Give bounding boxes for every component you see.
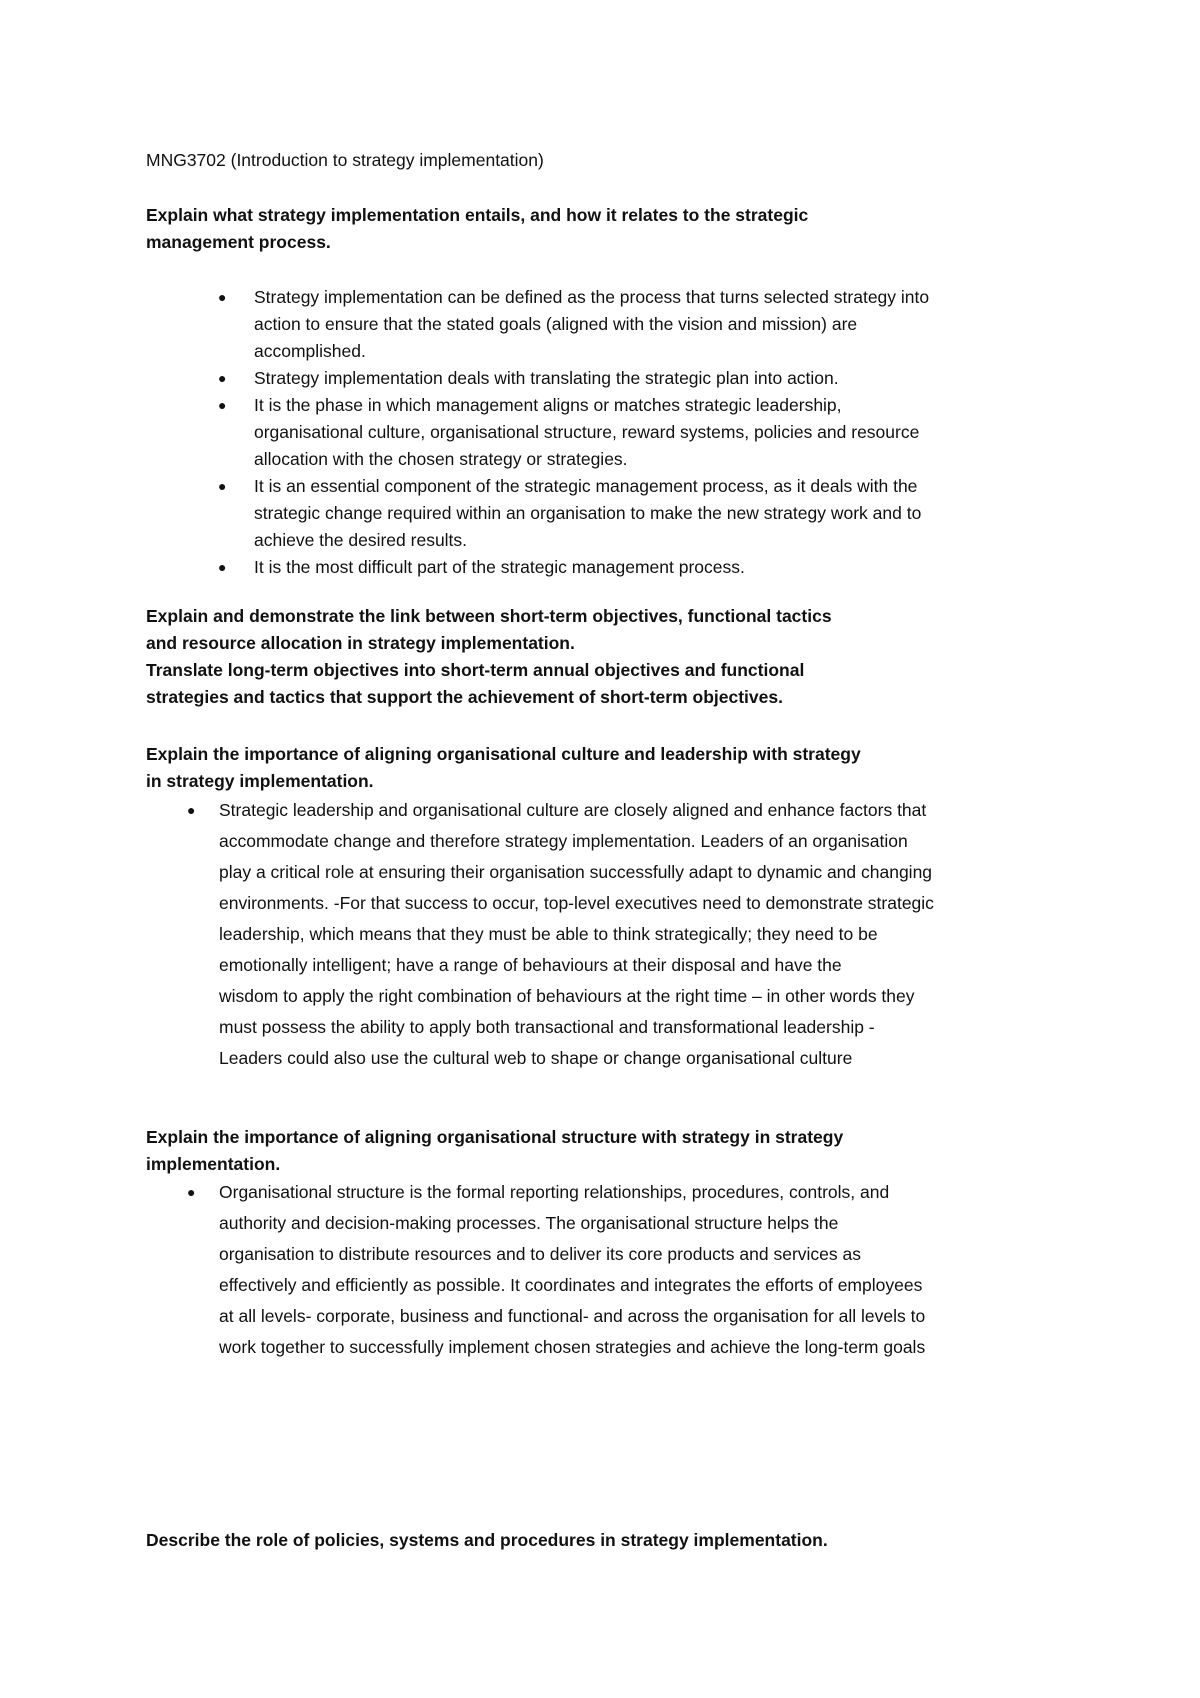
document-title: MNG3702 (Introduction to strategy implementation) xyxy=(146,150,544,170)
list-item-line: play a critical role at ensuring their organisation successfully adapt to dynamic and changing xyxy=(219,862,933,882)
list-item-line: strategic change required within an organisation to make the new strategy work and to xyxy=(254,503,922,523)
bullet-icon: ● xyxy=(187,1184,196,1200)
list-item-line: organisational culture, organisational structure, reward systems, policies and resource xyxy=(254,422,920,442)
list-item-line: Strategy implementation deals with translating the strategic plan into action. xyxy=(254,368,839,388)
bullet-list-1 xyxy=(218,284,930,581)
heading-line: Translate long-term objectives into short-term annual objectives and functional xyxy=(146,660,805,680)
bullet-icon: ● xyxy=(218,370,227,386)
list-item xyxy=(187,795,934,1074)
list-item-line: achieve the desired results. xyxy=(254,530,468,550)
list-item-line: must possess the ability to apply both transactional and transformational leadership - xyxy=(219,1017,875,1037)
question-heading-5: Describe the role of policies, systems and procedures in strategy implementation. xyxy=(146,1530,828,1550)
list-item-line: Strategic leadership and organisational culture are closely aligned and enhance factors that xyxy=(219,800,927,820)
heading-line: management process. xyxy=(146,232,331,252)
list-item-line: leadership, which means that they must be able to think strategically; they need to be xyxy=(219,924,878,944)
list-item xyxy=(218,284,930,365)
list-item xyxy=(218,554,929,581)
bullet-list-2 xyxy=(187,795,934,1074)
list-item-line: Leaders could also use the cultural web to shape or change organisational culture xyxy=(219,1048,853,1068)
heading-line: and resource allocation in strategy implementation. xyxy=(146,633,575,653)
list-item-line: organisation to distribute resources and to deliver its core products and services as xyxy=(219,1244,861,1264)
heading-line: Explain what strategy implementation entails, and how it relates to the strategic xyxy=(146,205,809,225)
list-item-line: environments. -For that success to occur, top-level executives need to demonstrate strategic xyxy=(219,893,934,913)
bullet-icon: ● xyxy=(218,289,227,305)
list-item-line: Strategy implementation can be defined as the process that turns selected strategy into xyxy=(254,287,930,307)
list-item-line: emotionally intelligent; have a range of behaviours at their disposal and have the xyxy=(219,955,842,975)
heading-line: strategies and tactics that support the achievement of short-term objectives. xyxy=(146,687,783,707)
bullet-list-3 xyxy=(187,1177,926,1363)
question-heading-2 xyxy=(146,603,832,711)
list-item-line: action to ensure that the stated goals (aligned with the vision and mission) are xyxy=(254,314,858,334)
bullet-icon: ● xyxy=(187,802,196,818)
list-item-line: accommodate change and therefore strategy implementation. Leaders of an organisation xyxy=(219,831,908,851)
list-item xyxy=(218,392,929,473)
list-item-line: allocation with the chosen strategy or strategies. xyxy=(254,449,628,469)
question-heading-4 xyxy=(146,1124,843,1178)
heading-line: Explain the importance of aligning organisational culture and leadership with strategy xyxy=(146,744,861,764)
list-item-line: It is the most difficult part of the strategic management process. xyxy=(254,557,745,577)
bullet-icon: ● xyxy=(218,559,227,575)
list-item-line: Organisational structure is the formal reporting relationships, procedures, controls, and xyxy=(219,1182,890,1202)
heading-line: Explain and demonstrate the link between short-term objectives, functional tactics xyxy=(146,606,832,626)
list-item-line: wisdom to apply the right combination of behaviours at the right time – in other words they xyxy=(219,986,915,1006)
list-item-line: It is an essential component of the strategic management process, as it deals with the xyxy=(254,476,918,496)
bullet-icon: ● xyxy=(218,478,227,494)
question-heading-1 xyxy=(146,202,808,256)
bullet-icon: ● xyxy=(218,397,227,413)
list-item xyxy=(218,473,929,554)
list-item-line: authority and decision-making processes. The organisational structure helps the xyxy=(219,1213,839,1233)
heading-line: implementation. xyxy=(146,1154,281,1174)
list-item-line: effectively and efficiently as possible. It coordinates and integrates the efforts of employees xyxy=(219,1275,923,1295)
heading-line: in strategy implementation. xyxy=(146,771,374,791)
list-item-line: at all levels- corporate, business and functional- and across the organisation for all levels to xyxy=(219,1306,926,1326)
list-item xyxy=(187,1177,926,1363)
list-item-line: It is the phase in which management aligns or matches strategic leadership, xyxy=(254,395,842,415)
heading-line: Explain the importance of aligning organisational structure with strategy in strategy xyxy=(146,1127,844,1147)
list-item xyxy=(218,365,929,392)
list-item-line: work together to successfully implement chosen strategies and achieve the long-term goals xyxy=(219,1337,926,1357)
list-item-line: accomplished. xyxy=(254,341,366,361)
question-heading-3 xyxy=(146,741,861,795)
